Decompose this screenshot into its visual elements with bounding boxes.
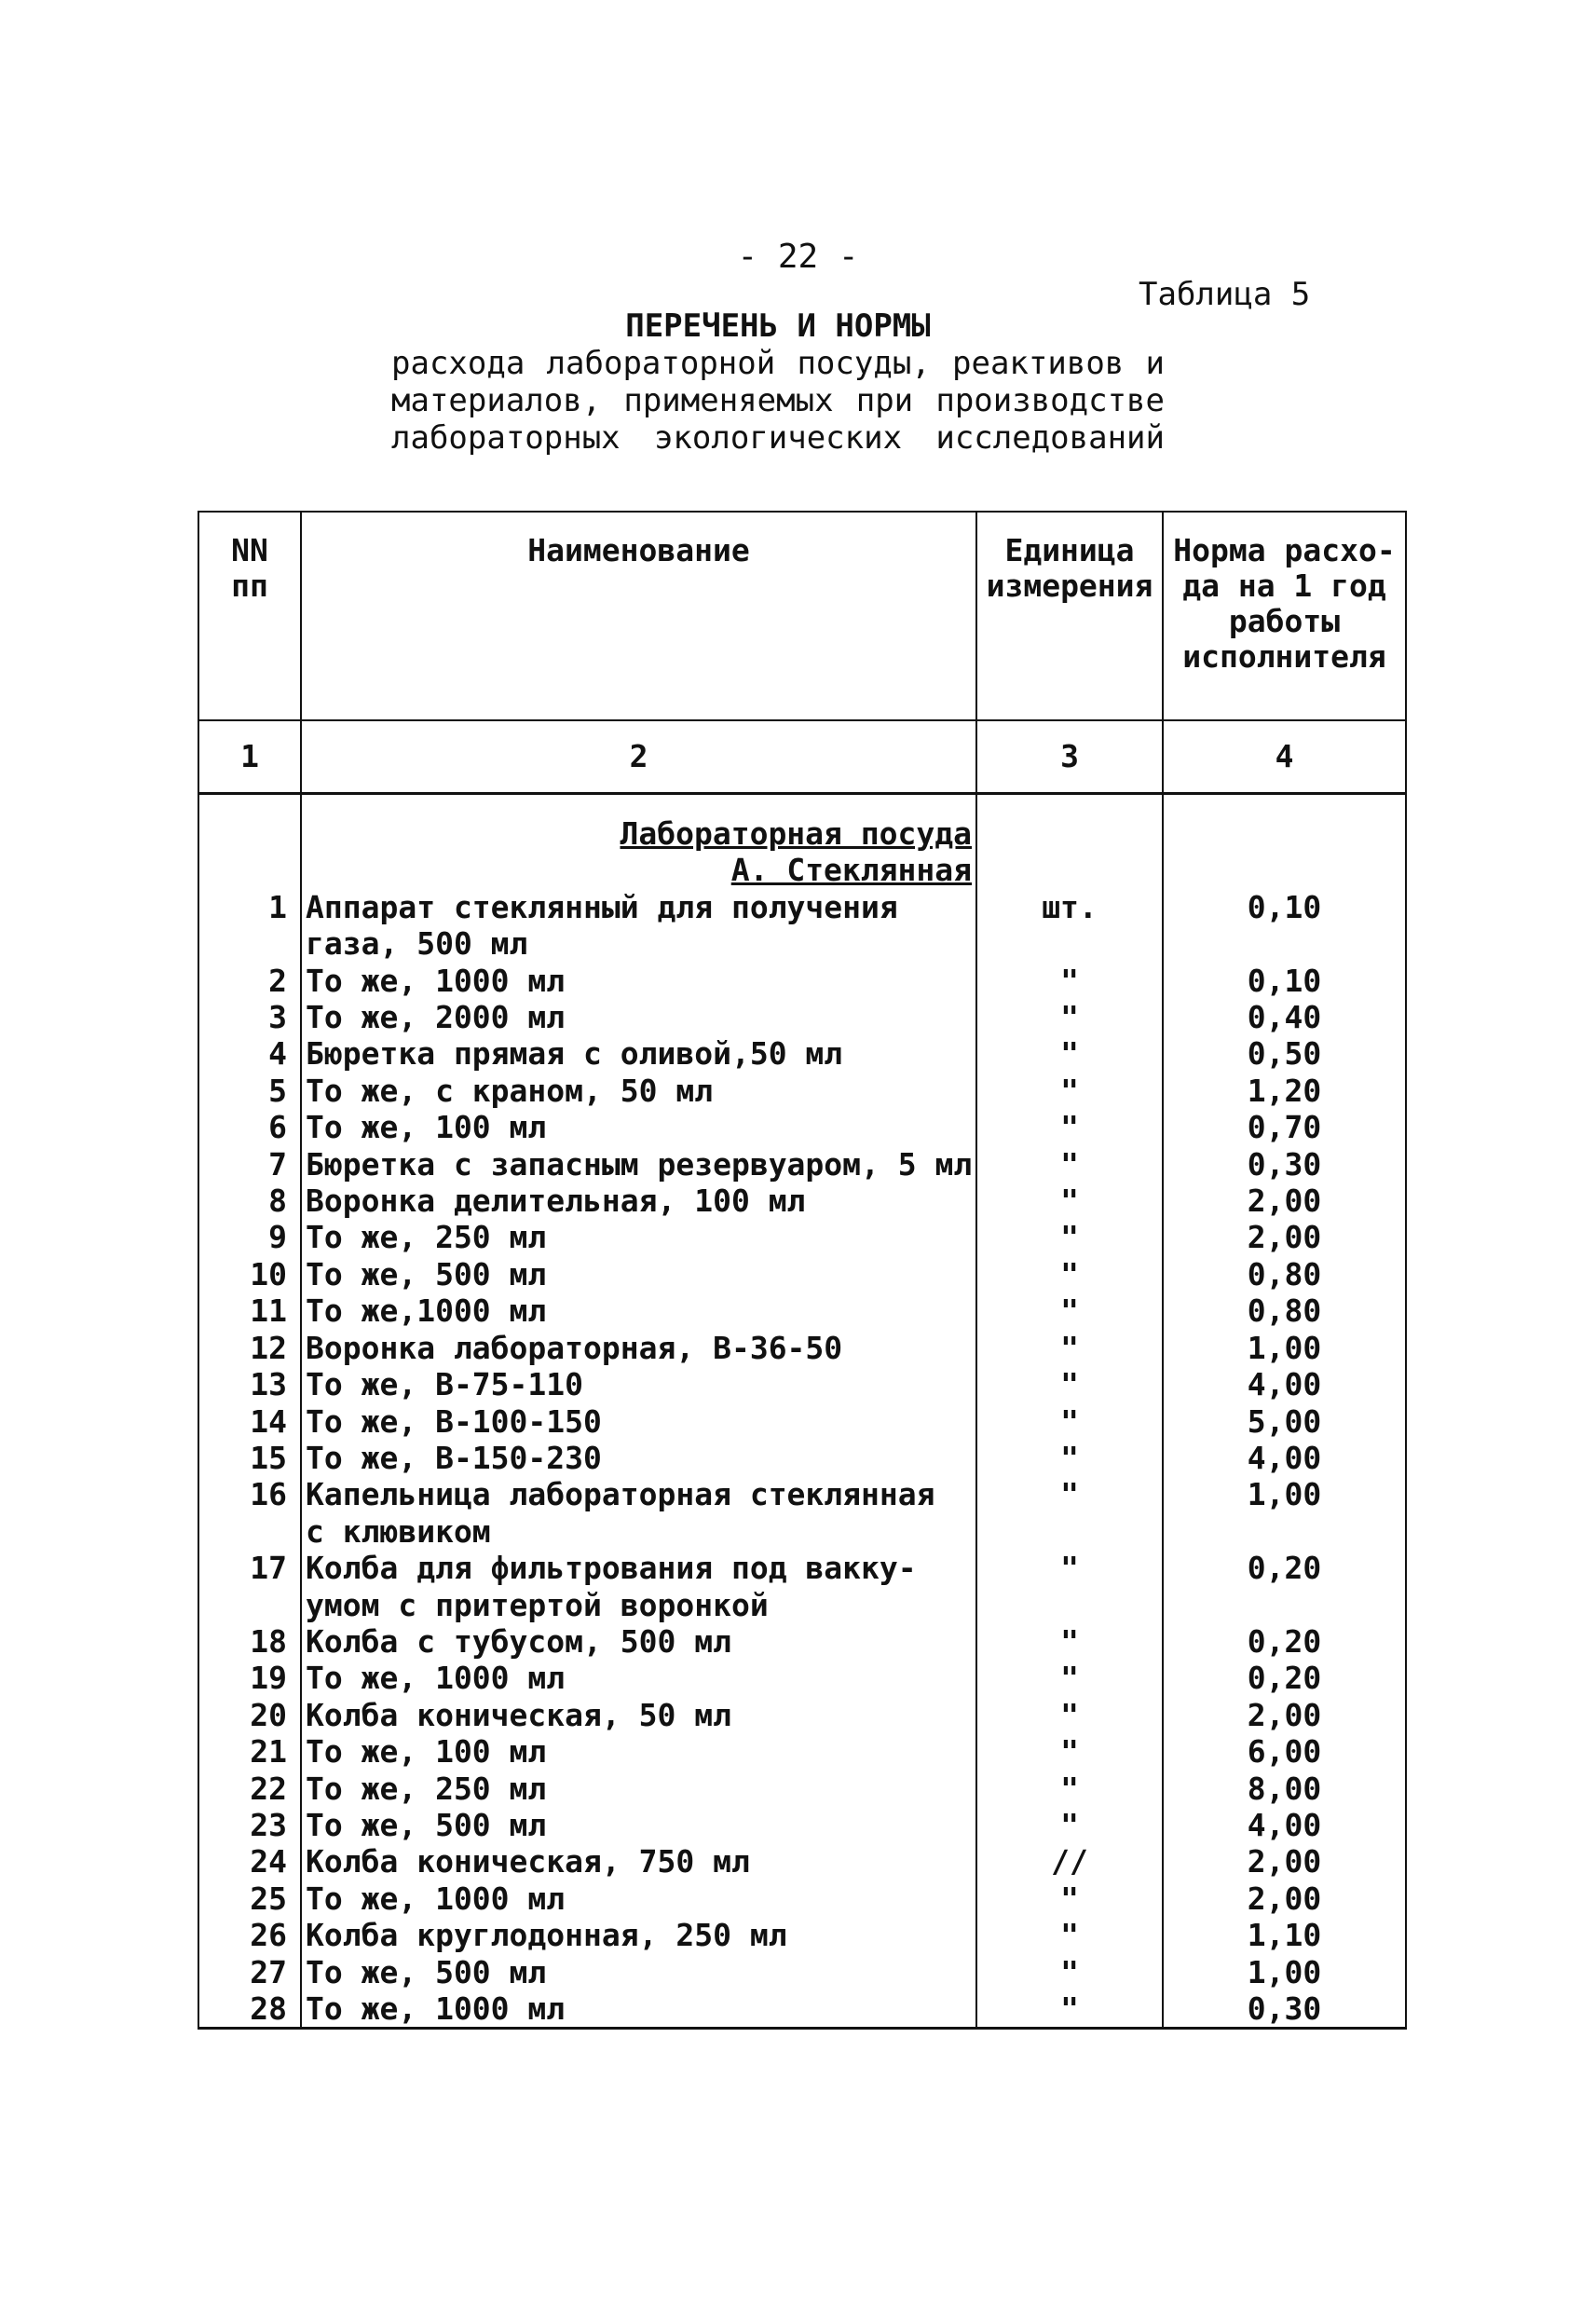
row-number — [198, 925, 301, 962]
row-unit: " — [976, 999, 1163, 1035]
row-name: Колба с тубусом, 500 мл — [301, 1623, 976, 1660]
table-row — [198, 1990, 1406, 2029]
row-unit: " — [976, 1440, 1163, 1476]
row-name: То же, 500 мл — [301, 1807, 976, 1843]
table-row — [198, 1550, 1406, 1586]
row-name: То же, В-100-150 — [301, 1403, 976, 1440]
row-norm: 1,20 — [1163, 1073, 1406, 1109]
table-row — [198, 999, 1406, 1035]
row-name: То же, 1000 мл — [301, 1990, 976, 2029]
row-name: То же, 250 мл — [301, 1219, 976, 1255]
row-name: То же, с краном, 50 мл — [301, 1073, 976, 1109]
row-norm: 0,50 — [1163, 1035, 1406, 1072]
row-name: То же, 1000 мл — [301, 1880, 976, 1917]
row-unit: " — [976, 1035, 1163, 1072]
row-unit: " — [976, 1292, 1163, 1329]
row-unit: " — [976, 1917, 1163, 1953]
row-norm: 0,20 — [1163, 1660, 1406, 1696]
row-norm: 1,10 — [1163, 1917, 1406, 1953]
row-name: с клювиком — [301, 1513, 976, 1550]
row-norm: 2,00 — [1163, 1880, 1406, 1917]
row-norm: 5,00 — [1163, 1403, 1406, 1440]
row-unit: " — [976, 1330, 1163, 1366]
row-number: 9 — [198, 1219, 301, 1255]
row-number: 14 — [198, 1403, 301, 1440]
row-number: 20 — [198, 1697, 301, 1733]
table-row — [198, 1440, 1406, 1476]
title-heading: ПЕРЕЧЕНЬ И НОРМЫ — [625, 308, 931, 345]
table-row — [198, 1109, 1406, 1145]
row-name: То же,1000 мл — [301, 1292, 976, 1329]
column-number: 2 — [301, 720, 976, 794]
row-name: То же, 1000 мл — [301, 1660, 976, 1696]
row-norm: 0,70 — [1163, 1109, 1406, 1145]
row-norm: 0,80 — [1163, 1292, 1406, 1329]
row-number: 25 — [198, 1880, 301, 1917]
row-unit: " — [976, 1623, 1163, 1660]
row-norm: 0,20 — [1163, 1550, 1406, 1586]
title-line-3: лабораторных экологических исследований — [391, 419, 1165, 457]
row-unit: " — [976, 1183, 1163, 1219]
row-number: 11 — [198, 1292, 301, 1329]
row-norm: 0,30 — [1163, 1146, 1406, 1183]
row-name: То же, 250 мл — [301, 1771, 976, 1807]
row-unit: " — [976, 1880, 1163, 1917]
row-unit — [976, 1587, 1163, 1623]
header-norm — [1163, 512, 1406, 720]
row-norm: 2,00 — [1163, 1219, 1406, 1255]
row-name: То же, 2000 мл — [301, 999, 976, 1035]
header-unit-line: измерения — [986, 567, 1153, 604]
row-unit: // — [976, 1843, 1163, 1880]
row-unit: " — [976, 1954, 1163, 1990]
row-unit: " — [976, 1660, 1163, 1696]
header-nn — [198, 512, 301, 720]
row-norm: 0,40 — [1163, 999, 1406, 1035]
row-norm: 4,00 — [1163, 1807, 1406, 1843]
row-unit: " — [976, 1476, 1163, 1512]
row-norm: 1,00 — [1163, 1330, 1406, 1366]
norms-table — [198, 511, 1405, 2030]
table-row — [198, 1146, 1406, 1183]
row-norm: 4,00 — [1163, 1440, 1406, 1476]
column-number: 4 — [1163, 720, 1406, 794]
row-name: газа, 500 мл — [301, 925, 976, 962]
row-number: 16 — [198, 1476, 301, 1512]
header-norm-line: да на 1 год — [1182, 567, 1386, 604]
row-unit: " — [976, 1219, 1163, 1255]
header-name: Наименование — [301, 512, 976, 720]
table-row — [198, 1733, 1406, 1770]
row-number: 1 — [198, 889, 301, 925]
row-name: Колба коническая, 50 мл — [301, 1697, 976, 1733]
table-row — [198, 1256, 1406, 1292]
row-norm: 2,00 — [1163, 1183, 1406, 1219]
row-number: 23 — [198, 1807, 301, 1843]
row-norm: 8,00 — [1163, 1771, 1406, 1807]
row-unit: " — [976, 1771, 1163, 1807]
table-row — [198, 1292, 1406, 1329]
table-row — [198, 889, 1406, 925]
table-row — [198, 1954, 1406, 1990]
column-number: 3 — [976, 720, 1163, 794]
row-number: 8 — [198, 1183, 301, 1219]
row-unit: шт. — [976, 889, 1163, 925]
table-row — [198, 1476, 1406, 1512]
table-row — [198, 1073, 1406, 1109]
row-norm — [1163, 1513, 1406, 1550]
row-norm: 4,00 — [1163, 1366, 1406, 1402]
table-row — [198, 1771, 1406, 1807]
row-norm: 0,80 — [1163, 1256, 1406, 1292]
row-number: 26 — [198, 1917, 301, 1953]
row-norm: 0,20 — [1163, 1623, 1406, 1660]
subsection-title: А. Стеклянная — [730, 852, 972, 889]
header-unit-line: Единица — [1004, 532, 1135, 568]
row-norm — [1163, 925, 1406, 962]
row-unit: " — [976, 1697, 1163, 1733]
table-row — [198, 1807, 1406, 1843]
row-number: 2 — [198, 963, 301, 999]
table-label: Таблица 5 — [1139, 276, 1311, 313]
row-number — [198, 1587, 301, 1623]
title-line-2: материалов, применяемых при производстве — [391, 382, 1165, 419]
row-name: умом с притертой воронкой — [301, 1587, 976, 1623]
page-number: - 22 - — [737, 238, 859, 276]
document-title — [391, 308, 1165, 457]
table-row — [198, 963, 1406, 999]
row-number: 13 — [198, 1366, 301, 1402]
row-norm: 0,10 — [1163, 889, 1406, 925]
row-number: 27 — [198, 1954, 301, 1990]
row-name: Воронка делительная, 100 мл — [301, 1183, 976, 1219]
row-number: 22 — [198, 1771, 301, 1807]
row-number — [198, 1513, 301, 1550]
row-unit: " — [976, 1109, 1163, 1145]
row-unit — [976, 925, 1163, 962]
header-norm-line: работы — [1228, 603, 1341, 639]
table-row — [198, 1587, 1406, 1623]
table-row — [198, 1697, 1406, 1733]
row-unit: " — [976, 963, 1163, 999]
row-name: То же, В-150-230 — [301, 1440, 976, 1476]
row-name: Аппарат стеклянный для получения — [301, 889, 976, 925]
row-unit: " — [976, 1403, 1163, 1440]
row-number: 21 — [198, 1733, 301, 1770]
row-number: 12 — [198, 1330, 301, 1366]
column-number: 1 — [198, 720, 301, 794]
row-number: 15 — [198, 1440, 301, 1476]
table-row — [198, 1660, 1406, 1696]
title-line-1: расхода лабораторной посуды, реактивов и — [391, 345, 1165, 382]
row-name: То же, 100 мл — [301, 1109, 976, 1145]
table-row — [198, 1035, 1406, 1072]
header-unit — [976, 512, 1163, 720]
row-norm: 2,00 — [1163, 1843, 1406, 1880]
row-name: То же, 500 мл — [301, 1954, 976, 1990]
row-norm: 6,00 — [1163, 1733, 1406, 1770]
row-norm — [1163, 1587, 1406, 1623]
row-name: Колба круглодонная, 250 мл — [301, 1917, 976, 1953]
row-unit: " — [976, 1990, 1163, 2029]
table-row — [198, 1917, 1406, 1953]
row-unit: " — [976, 1146, 1163, 1183]
row-norm: 1,00 — [1163, 1476, 1406, 1512]
row-number: 17 — [198, 1550, 301, 1586]
row-norm: 1,00 — [1163, 1954, 1406, 1990]
table-row — [198, 1330, 1406, 1366]
row-unit: " — [976, 1256, 1163, 1292]
column-number-row — [198, 720, 1406, 794]
row-name: То же, 1000 мл — [301, 963, 976, 999]
row-unit: " — [976, 1733, 1163, 1770]
table-row — [198, 925, 1406, 962]
row-name: То же, 500 мл — [301, 1256, 976, 1292]
row-name: Колба коническая, 750 мл — [301, 1843, 976, 1880]
row-name: То же, 100 мл — [301, 1733, 976, 1770]
row-number: 19 — [198, 1660, 301, 1696]
header-nn-line: NN — [231, 532, 268, 568]
row-number: 4 — [198, 1035, 301, 1072]
table-row — [198, 1366, 1406, 1402]
row-number: 10 — [198, 1256, 301, 1292]
row-norm: 2,00 — [1163, 1697, 1406, 1733]
table-row — [198, 1513, 1406, 1550]
row-name: То же, В-75-110 — [301, 1366, 976, 1402]
table-row — [198, 1880, 1406, 1917]
row-number: 6 — [198, 1109, 301, 1145]
row-number: 7 — [198, 1146, 301, 1183]
section-title: Лабораторная посуда — [620, 815, 972, 852]
table-header-row — [198, 512, 1406, 720]
table-row — [198, 1843, 1406, 1880]
header-norm-line: исполнителя — [1182, 638, 1386, 675]
row-unit: " — [976, 1366, 1163, 1402]
row-number: 3 — [198, 999, 301, 1035]
row-norm: 0,30 — [1163, 1990, 1406, 2029]
row-name: Капельница лабораторная стеклянная — [301, 1476, 976, 1512]
table-row — [198, 1219, 1406, 1255]
table-row — [198, 1403, 1406, 1440]
row-unit: " — [976, 1073, 1163, 1109]
header-nn-line: пп — [231, 567, 268, 604]
row-unit: " — [976, 1550, 1163, 1586]
row-number: 5 — [198, 1073, 301, 1109]
header-norm-line: Норма расхо- — [1173, 532, 1396, 568]
row-number: 24 — [198, 1843, 301, 1880]
row-number: 28 — [198, 1990, 301, 2029]
section-row — [198, 815, 1406, 852]
row-name: Бюретка прямая с оливой,50 мл — [301, 1035, 976, 1072]
row-name: Воронка лабораторная, В-36-50 — [301, 1330, 976, 1366]
subsection-row — [198, 852, 1406, 888]
table-row — [198, 1623, 1406, 1660]
row-norm: 0,10 — [1163, 963, 1406, 999]
spacer-row — [198, 794, 1406, 816]
row-unit: " — [976, 1807, 1163, 1843]
table-row — [198, 1183, 1406, 1219]
row-unit — [976, 1513, 1163, 1550]
row-number: 18 — [198, 1623, 301, 1660]
row-name: Колба для фильтрования под вакку- — [301, 1550, 976, 1586]
row-name: Бюретка с запасным резервуаром, 5 мл — [301, 1146, 976, 1183]
